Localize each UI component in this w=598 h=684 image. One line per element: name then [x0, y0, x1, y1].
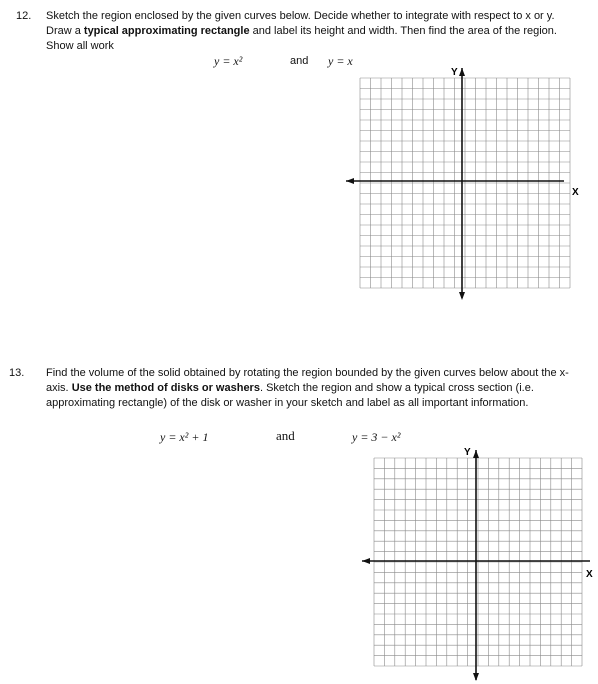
problem-13-coordinate-grid — [360, 448, 596, 682]
problem-12-grid-lines — [360, 78, 570, 288]
problem-12-equation-2: y = x — [328, 54, 353, 68]
problem-12-equation-1: y = x² — [214, 54, 243, 68]
problem-13-y-axis-label: Y — [464, 447, 471, 458]
problem-13-and: and — [276, 428, 295, 443]
problem-12-text-end: and label its height and width. Then find the area of the region. Show all work — [46, 25, 557, 52]
problem-13-instructions — [46, 366, 571, 411]
problem-12-text-start: Sketch the region enclosed by the given curves below. Decide whether to integrate with respect to x or y. Draw a — [46, 10, 555, 37]
problem-13-y-axis-arrow-down — [473, 673, 479, 681]
problem-13-x-axis-label: X — [586, 569, 593, 580]
problem-12-y-axis-label: Y — [451, 67, 458, 78]
problem-12-y-axis-arrow-down — [459, 292, 465, 300]
problem-13-text-bold: Use the method of disks or washers — [71, 382, 260, 394]
problem-13-x-axis-arrow — [362, 558, 370, 564]
problem-12-y-axis-arrow-up — [459, 68, 465, 76]
problem-13-y-axis-arrow-up — [473, 450, 479, 458]
problem-12-coordinate-grid — [346, 64, 586, 304]
problem-13-equation-1: y = x² + 1 — [160, 430, 209, 444]
problem-13-grid-lines — [374, 458, 582, 666]
problem-12-x-axis-label: X — [572, 187, 579, 198]
problem-13-equation-2: y = 3 − x² — [352, 430, 401, 444]
problem-12-and: and — [290, 55, 309, 67]
problem-12-text-bold: typical approximating rectangle — [83, 25, 250, 37]
problem-12-number: 12. — [16, 10, 32, 22]
problem-13-number: 13. — [9, 367, 25, 379]
problem-13-text-end: . Sketch the region and show a typical cross section (i.e. approximating rectangle) of the disk or washer in your sketch and label as all important information. — [46, 382, 534, 409]
problem-12-x-axis-arrow — [346, 178, 354, 184]
problem-13-text-start: Find the volume of the solid obtained by rotating the region bounded by the given curves below about the x-axis. — [46, 367, 569, 394]
problem-12-instructions — [46, 9, 571, 54]
